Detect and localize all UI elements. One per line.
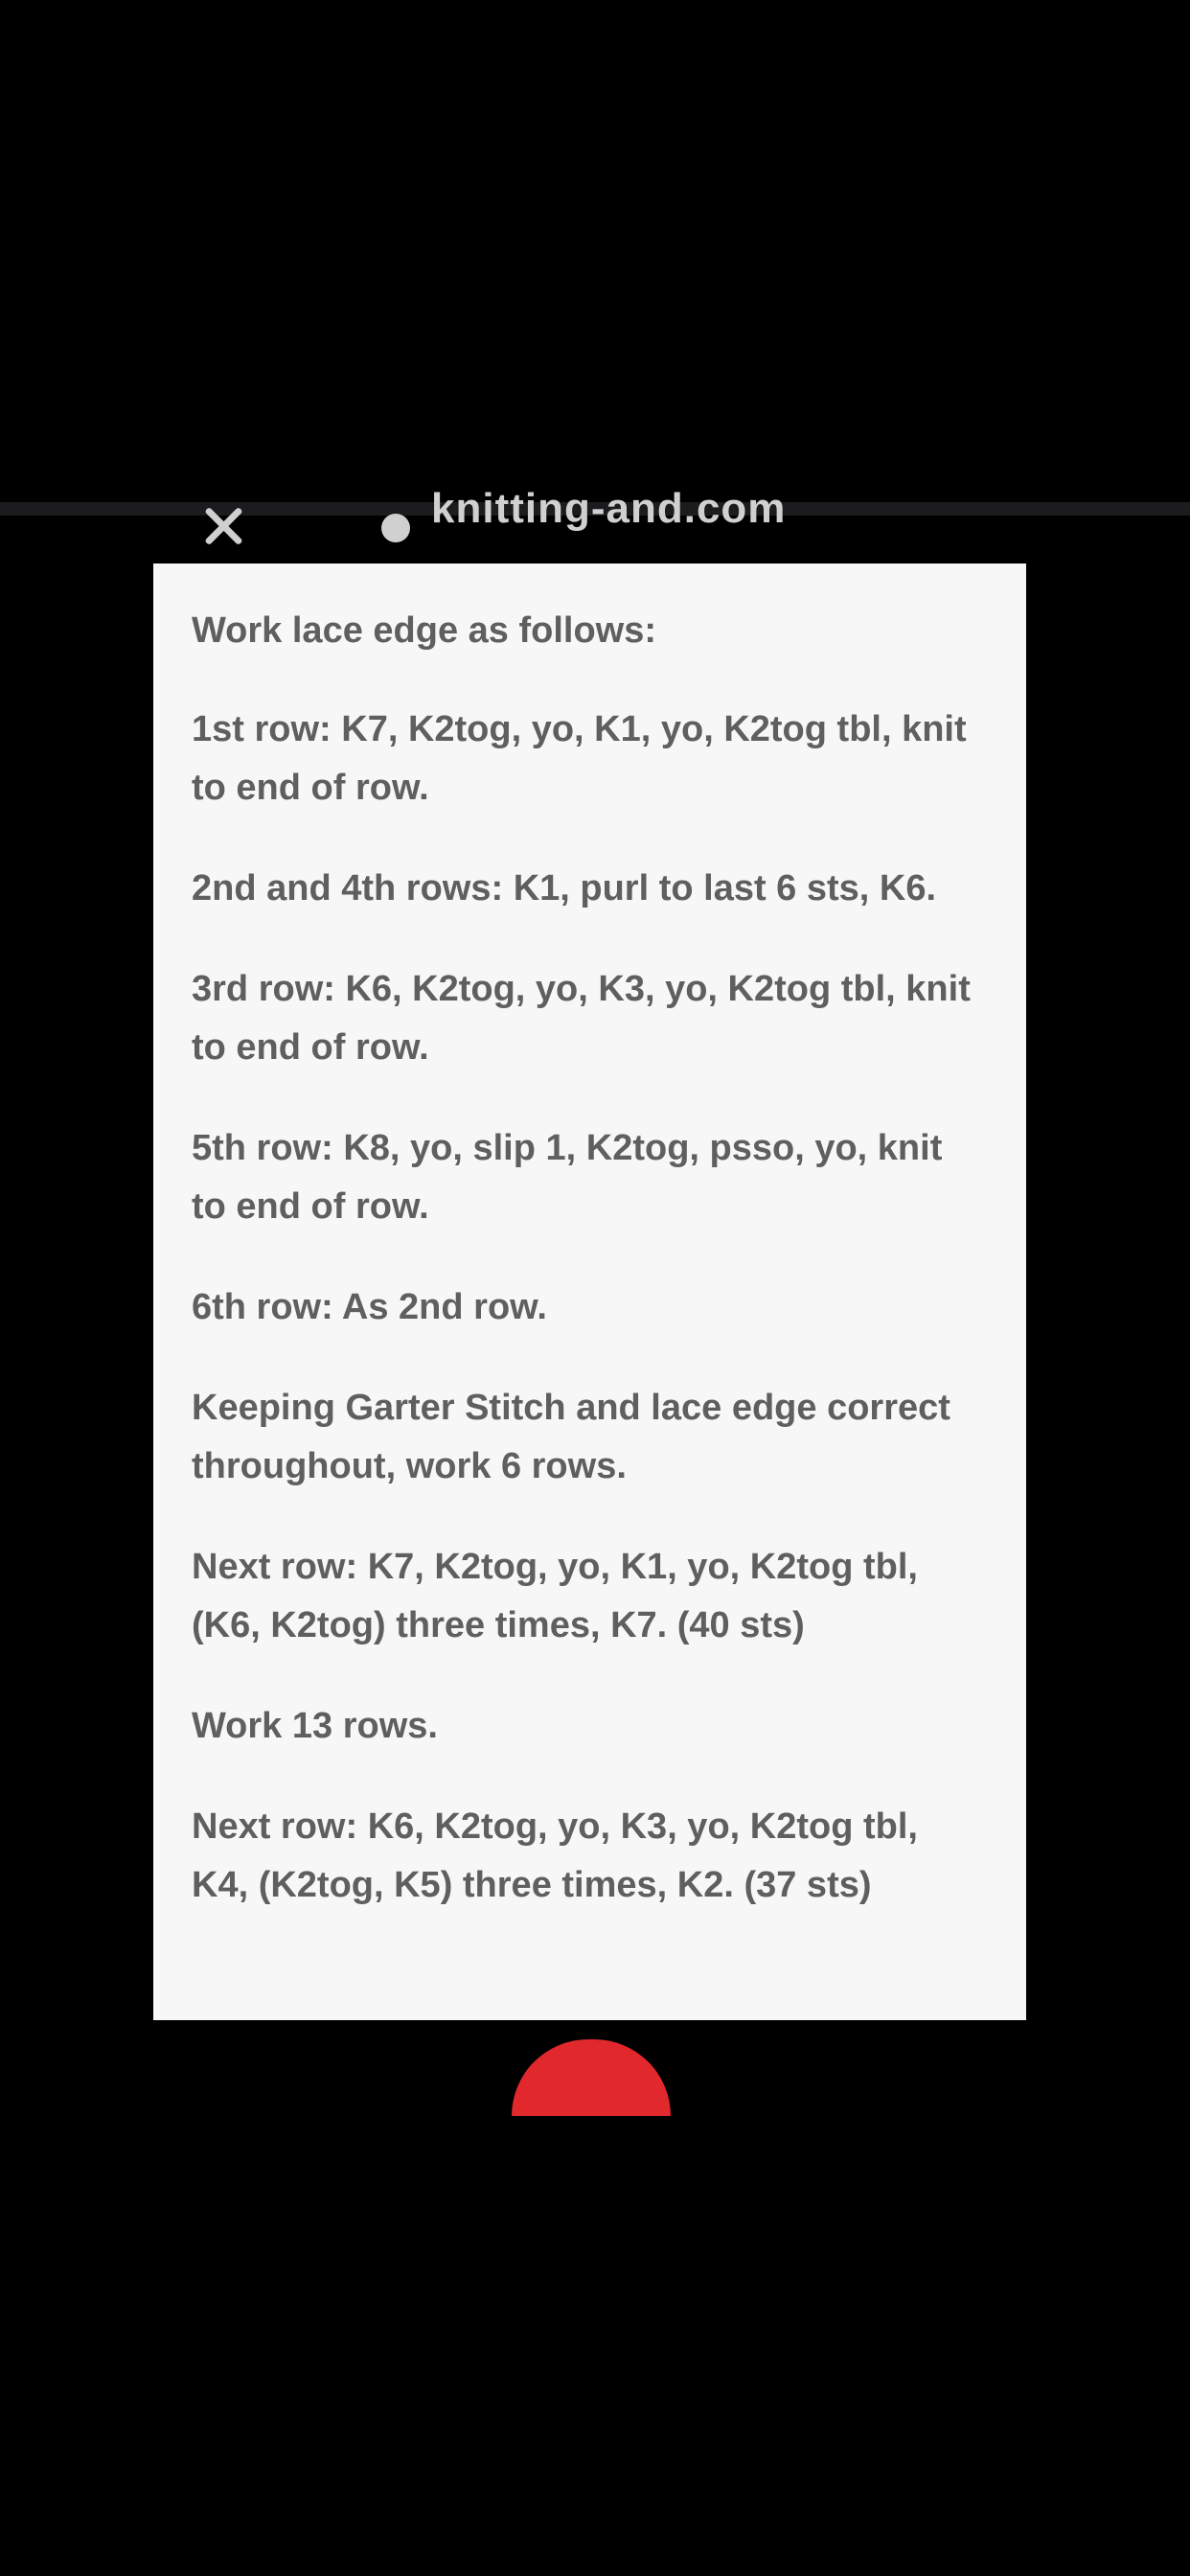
- pattern-next-row-1: Next row: K7, K2tog, yo, K1, yo, K2tog tbl, (K6, K2tog) three times, K7. (40 sts): [192, 1547, 918, 1645]
- pattern-row-6: 6th row: As 2nd row.: [192, 1287, 547, 1327]
- pattern-work-rows: Work 13 rows.: [192, 1706, 438, 1746]
- pattern-row-3: 3rd row: K6, K2tog, yo, K3, yo, K2tog tbl, knit to end of row.: [192, 969, 971, 1068]
- pattern-row-5: 5th row: K8, yo, slip 1, K2tog, psso, yo, knit to end of row.: [192, 1128, 943, 1227]
- pattern-row-1: 1st row: K7, K2tog, yo, K1, yo, K2tog tbl, knit to end of row.: [192, 709, 967, 808]
- pattern-garter-instruction: Keeping Garter Stitch and lace edge correct throughout, work 6 rows.: [192, 1388, 950, 1486]
- save-pin-button[interactable]: [512, 2039, 671, 2072]
- pattern-row-2-4: 2nd and 4th rows: K1, purl to last 6 sts, K6.: [192, 868, 937, 908]
- lock-icon: [381, 514, 410, 542]
- site-url[interactable]: knitting-and.com: [431, 485, 787, 532]
- pattern-next-row-2: Next row: K6, K2tog, yo, K3, yo, K2tog tbl, K4, (K2tog, K5) three times, K2. (37 sts): [192, 1806, 918, 1905]
- close-icon[interactable]: [201, 516, 243, 558]
- pattern-image-card: [153, 564, 1026, 2020]
- browser-address-bar[interactable]: [0, 485, 1190, 564]
- pattern-intro: Work lace edge as follows:: [192, 610, 657, 651]
- save-pin-button-shape[interactable]: [512, 2039, 671, 2116]
